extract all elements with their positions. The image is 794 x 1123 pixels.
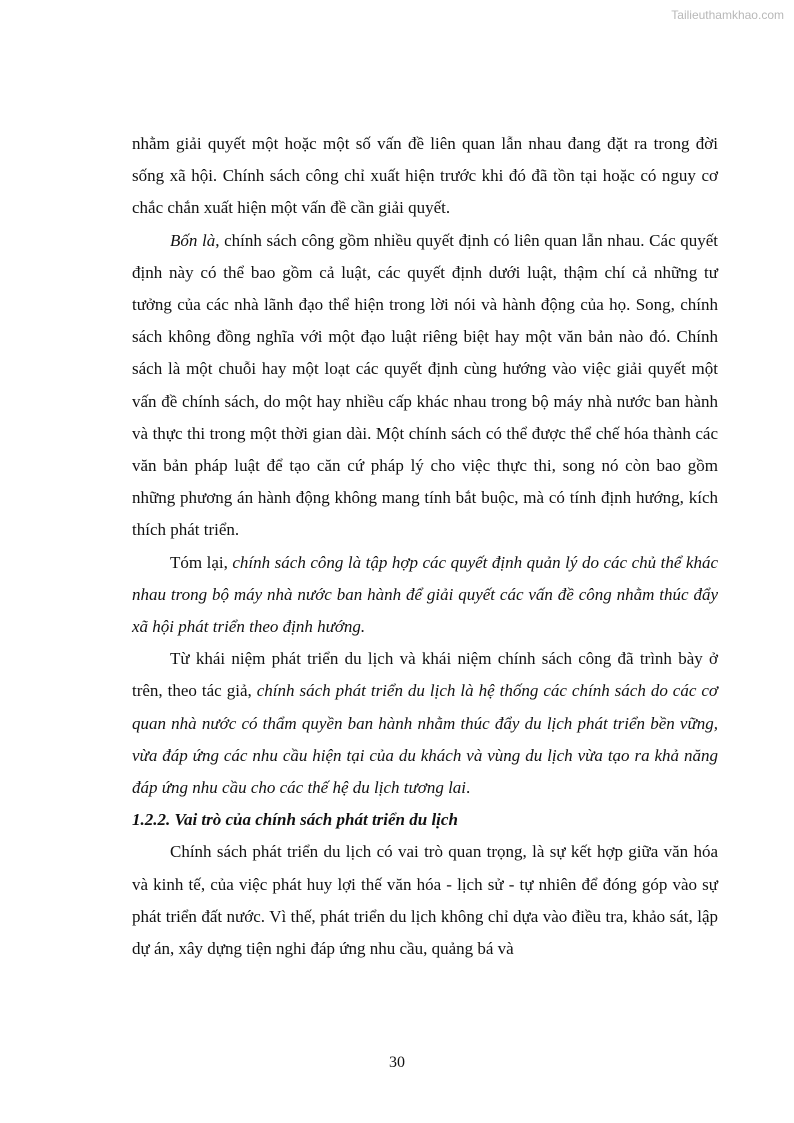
paragraph-lead: Từ khái niệm phát triển du lịch và khái niệm chính sách công đã trình bày ở trên, theo tác giả, <box>132 649 718 701</box>
page-number: 30 <box>389 1054 405 1071</box>
paragraph-role: Chính sách phát triển du lịch có vai trò quan trọng, là sự kết hợp giữa văn hóa và kinh tế, của việc phát huy lợi thế văn hóa - lịch sử - tự nhiên để đóng góp vào sự phát triển đất nước. Vì thế, phát triển du lịch không chỉ dựa vào điều tra, khảo sát, lập dự án, xây dựng tiện nghi đáp ứng nhu cầu, quảng bá và <box>132 842 718 959</box>
paragraph-tourism-policy <box>132 643 718 804</box>
paragraph-lead: Tóm lại, <box>170 552 233 572</box>
paragraph-continuation: nhằm giải quyết một hoặc một số vấn đề liên quan lẫn nhau đang đặt ra trong đời sống xã hội. Chính sách công chỉ xuất hiện trước khi đó đã tồn tại hoặc có nguy cơ chắc chắn xuất hiện một vấn đề cần giải quyết. <box>132 134 718 218</box>
definition-public-policy: chính sách công là tập hợp các quyết định quản lý do các chủ thể khác nhau trong bộ máy nhà nước ban hành để giải quyết các vấn đề công nhằm thúc đẩy xã hội phát triển theo định hướng. <box>132 552 718 637</box>
section-heading: 1.2.2. Vai trò của chính sách phát triển du lịch <box>132 810 458 830</box>
paragraph-text: , chính sách công gồm nhiều quyết định có liên quan lẫn nhau. Các quyết định này có thể bao gồm cả luật, các quyết định dưới luật, thậm chí cả những tư tưởng của các nhà lãnh đạo thể hiện trong lời nói và hành động của họ. Song, chính sách không đồng nghĩa với một đạo luật riêng biệt hay một văn bản nào đó. Chính sách là một chuỗi hay một loạt các quyết định cùng hướng vào việc giải quyết một vấn đề chính sách, do một hay nhiều cấp khác nhau trong bộ máy nhà nước ban hành và thực thi trong một thời gian dài. Một chính sách có thể được thể chế hóa thành các văn bản pháp luật để tạo căn cứ pháp lý cho việc thực thi, song nó còn bao gồm những phương án hành động không mang tính bắt buộc, mà có tính định hướng, kích thích phát triển. <box>132 230 718 540</box>
paragraph-fourth-point <box>132 225 718 547</box>
watermark: Tailieuthamkhao.com <box>671 8 784 22</box>
document-body <box>132 128 718 965</box>
definition-tourism-policy: chính sách phát triển du lịch là hệ thống các chính sách do các cơ quan nhà nước có thẩm quyền ban hành nhằm thúc đẩy du lịch phát triển bền vững, vừa đáp ứng các nhu cầu hiện tại của du khách và vùng du lịch vừa tạo ra khả năng đáp ứng nhu cầu cho các thế hệ du lịch tương lai <box>132 681 719 798</box>
paragraph-summary <box>132 547 718 644</box>
paragraph-end: . <box>466 778 471 798</box>
paragraph-lead-italic: Bốn là <box>170 230 216 250</box>
